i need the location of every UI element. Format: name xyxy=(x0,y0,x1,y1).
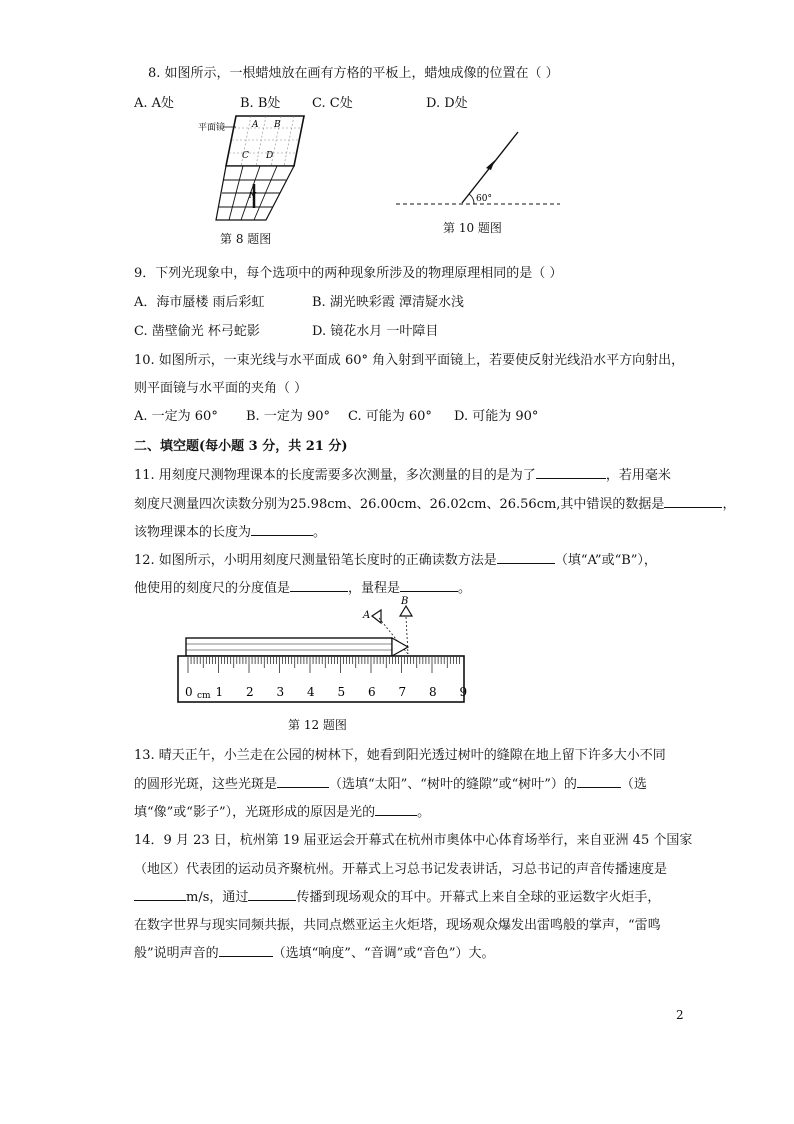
q12-blank-3[interactable] xyxy=(400,579,458,592)
pencil xyxy=(186,638,392,656)
q14-text: 般”说明声音的 xyxy=(134,946,219,961)
q13-text: 的圆形光斑，这些光斑是 xyxy=(134,777,278,792)
q8-option-c: C. C处 xyxy=(312,96,353,111)
q13-line3 xyxy=(134,801,430,820)
q8-option-b: B. B处 xyxy=(240,96,281,111)
q12-text: ，量程是 xyxy=(348,581,401,596)
q11-text: 11. 用刻度尺测物理课本的长度需要多次测量，多次测量的目的是为了 xyxy=(134,468,536,483)
ruler-number: 4 xyxy=(307,685,315,699)
q14-text: 传播到现场观众的耳中。开幕式上来自全球的亚运数字火炬手， xyxy=(296,890,661,905)
q14-line1: 14．9 月 23 日，杭州第 19 届亚运会开幕式在杭州市奥体中心体育场举行，来自亚洲 45 个国家 xyxy=(134,833,693,848)
figure-8-caption: 第 8 题图 xyxy=(220,232,272,246)
ruler-number: 8 xyxy=(429,685,437,699)
figure-10 xyxy=(390,126,570,210)
ruler-number: 2 xyxy=(246,685,254,699)
q14-line5 xyxy=(134,942,495,961)
q11-blank-2[interactable] xyxy=(664,495,722,508)
q9-option-b: B. 湖光映彩霞 潭清疑水浅 xyxy=(312,295,464,310)
q14-line2: （地区）代表团的运动员齐聚杭州。开幕式上习总书记发表讲话，习总书记的声音传播速度是 xyxy=(134,862,668,877)
q10-option-a: A. 一定为 60° xyxy=(134,409,218,424)
q13-line2 xyxy=(134,773,647,792)
q10-option-c: C. 可能为 60° xyxy=(348,409,432,424)
q10-line2: 则平面镜与水平面的夹角（ ） xyxy=(134,381,308,396)
q14-blank-2[interactable] xyxy=(248,888,296,901)
q13-text: 。 xyxy=(417,805,431,820)
q9-option-c: C. 凿壁偷光 杯弓蛇影 xyxy=(134,324,260,339)
q12-blank-1[interactable] xyxy=(497,551,555,564)
q13-text: （选填“太阳”、“树叶的缝隙”或“树叶”）的 xyxy=(329,777,577,792)
ruler-number: 3 xyxy=(276,685,285,699)
q14-blank-3[interactable] xyxy=(219,944,273,957)
ruler-number: 0 xyxy=(185,685,193,699)
q14-blank-1[interactable] xyxy=(134,888,186,901)
q14-line3 xyxy=(134,886,660,905)
q9-option-a: A．海市蜃楼 雨后彩虹 xyxy=(134,295,265,310)
q12-text: 他使用的刻度尺的分度值是 xyxy=(134,581,291,596)
q13-blank-2[interactable] xyxy=(577,775,621,788)
q12-text: （填“A”或“B”）， xyxy=(554,553,657,568)
q14-text: m/s，通过 xyxy=(186,890,249,905)
q10-line1: 10. 如图所示，一束光线与水平面成 60° 角入射到平面镜上，若要使反射光线沿水平方向射出， xyxy=(134,353,685,368)
q13-blank-3[interactable] xyxy=(375,803,417,816)
q10-option-d: D. 可能为 90° xyxy=(454,409,539,424)
q13-blank-1[interactable] xyxy=(277,775,329,788)
q14-text: （选填“响度”、“音调”或“音色”）大。 xyxy=(272,946,495,961)
ruler-unit: cm xyxy=(197,691,211,701)
figure-12 xyxy=(176,594,468,706)
figure-12-caption: 第 12 题图 xyxy=(288,718,347,732)
ruler-number: 6 xyxy=(368,685,376,699)
candle-label: N xyxy=(249,191,256,200)
q11-text: 。 xyxy=(313,525,327,540)
eye-b-icon xyxy=(400,606,412,616)
angle-label: 60° xyxy=(476,194,492,204)
page-number: 2 xyxy=(676,1008,684,1022)
q8-option-d: D. D处 xyxy=(426,96,468,111)
point-a-label: A xyxy=(252,120,259,130)
eye-a-icon xyxy=(372,610,381,623)
ruler-number: 9 xyxy=(459,685,468,699)
ruler-number: 1 xyxy=(215,685,224,699)
point-d-label: D xyxy=(266,151,274,161)
q12-text: 。 xyxy=(458,581,472,596)
q12-blank-2[interactable] xyxy=(290,579,348,592)
q14-line4: 在数字世界与现实同频共振，共同点燃亚运主火炬塔，现场观众爆发出雷鸣般的掌声，“雷鸣 xyxy=(134,918,661,933)
q11-blank-1[interactable] xyxy=(536,466,606,479)
ruler-number: 7 xyxy=(398,685,407,699)
q11-line2 xyxy=(134,493,735,512)
q11-text: 刻度尺测量四次读数分别为25.98cm、26.00cm、26.02cm、26.56cm,其中错误的数据是 xyxy=(134,497,665,512)
q13-line1: 13. 晴天正午，小兰走在公园的树林下，她看到阳光透过树叶的缝隙在地上留下许多大小不同 xyxy=(134,748,666,763)
point-b-label: B xyxy=(274,120,281,130)
q8-stem: 8. 如图所示，一根蜡烛放在画有方格的平板上，蜡烛成像的位置在（ ） xyxy=(148,66,559,81)
q11-text: ， xyxy=(722,497,736,512)
q12-text: 12. 如图所示，小明用刻度尺测量铅笔长度时的正确读数方法是 xyxy=(134,553,497,568)
point-c-label: C xyxy=(242,151,249,161)
section-2-heading: 二、填空题(每小题 3 分，共 21 分) xyxy=(134,439,348,454)
ruler-number: 5 xyxy=(337,685,346,699)
q8-option-a: A. A处 xyxy=(134,96,175,111)
q11-line1 xyxy=(134,464,671,483)
mirror-label: 平面镜 xyxy=(198,123,226,133)
q11-text: ，若用毫米 xyxy=(605,468,671,483)
q13-text: （选 xyxy=(620,777,647,792)
eye-a-label: A xyxy=(363,610,371,621)
q11-blank-3[interactable] xyxy=(251,523,313,536)
q9-option-d: D. 镜花水月 一叶障目 xyxy=(312,324,439,339)
q11-line3 xyxy=(134,521,326,540)
q13-text: 填“像”或“影子”），光斑形成的原因是光的 xyxy=(134,805,376,820)
q11-text: 该物理课本的长度为 xyxy=(134,525,252,540)
figure-8 xyxy=(186,112,316,222)
q12-line1 xyxy=(134,549,657,568)
eye-b-label: B xyxy=(401,596,409,607)
q9-stem: 9．下列光现象中，每个选项中的两种现象所涉及的物理原理相同的是（ ） xyxy=(134,266,563,281)
q10-option-b: B. 一定为 90° xyxy=(246,409,330,424)
figure-10-caption: 第 10 题图 xyxy=(443,221,502,235)
